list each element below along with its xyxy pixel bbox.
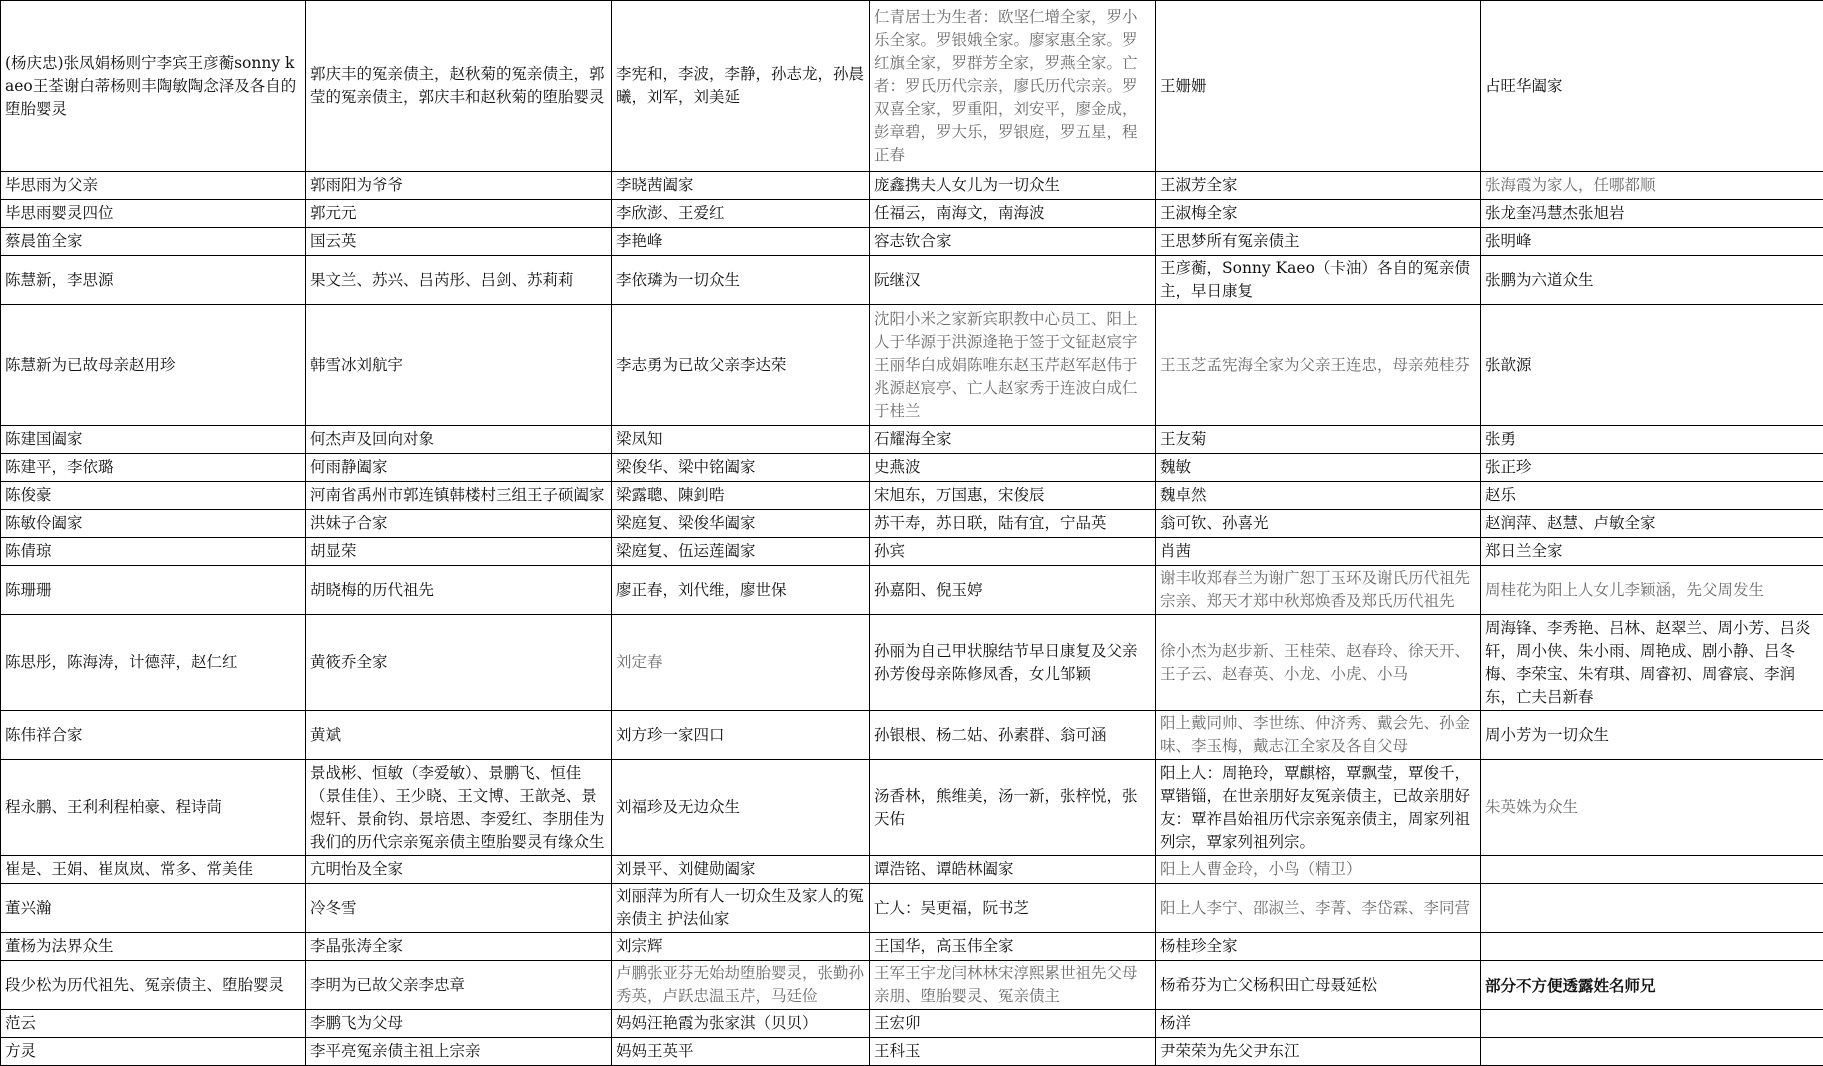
table-cell[interactable]: 何杰声及回向对象 <box>306 426 612 454</box>
table-cell[interactable]: (杨庆忠)张凤娟杨则宁李宾王彦蘅sonny kaeo王荃谢白蒂杨则丰陶敏陶念泽及各自的堕胎婴灵 <box>1 1 306 172</box>
table-row <box>1 711 1823 760</box>
table-cell[interactable] <box>1481 856 1823 884</box>
table-cell[interactable]: 亢明怡及全家 <box>306 856 612 884</box>
table-cell[interactable]: 杨希芬为亡父杨积田亡母聂延松 <box>1156 961 1481 1010</box>
table-cell[interactable]: 梁露聰、陳釗晧 <box>612 482 870 510</box>
table-cell[interactable]: 王淑芳全家 <box>1156 172 1481 200</box>
table-cell[interactable]: 王玉芝孟宪海全家为父亲王连忠，母亲苑桂芬 <box>1156 305 1481 426</box>
table-cell[interactable]: 石耀海全家 <box>870 426 1156 454</box>
table-cell[interactable]: 陈俊豪 <box>1 482 306 510</box>
table-cell[interactable]: 任福云，南海文，南海波 <box>870 200 1156 228</box>
table-row <box>1 454 1823 482</box>
table-cell[interactable]: 梁庭复、伍运莲阖家 <box>612 538 870 566</box>
table-cell[interactable]: 妈妈汪艳霞为张家淇（贝贝） <box>612 1010 870 1038</box>
table-cell[interactable]: 刘福珍及无边众生 <box>612 760 870 856</box>
table-cell[interactable]: 阳上人李宁、邵淑兰、李菁、李岱霖、李同营 <box>1156 884 1481 933</box>
table-cell[interactable]: 国云英 <box>306 228 612 256</box>
table-cell[interactable]: 梁庭复、梁俊华阖家 <box>612 510 870 538</box>
table-row <box>1 426 1823 454</box>
table-cell[interactable]: 翁可钦、孙喜光 <box>1156 510 1481 538</box>
table-cell[interactable]: 王科玉 <box>870 1038 1156 1066</box>
table-cell[interactable]: 赵乐 <box>1481 482 1823 510</box>
table-cell[interactable]: 魏敏 <box>1156 454 1481 482</box>
table-cell[interactable]: 蔡晨笛全家 <box>1 228 306 256</box>
table-cell[interactable]: 苏干寿，苏日联，陆有宜，宁品英 <box>870 510 1156 538</box>
table-cell[interactable]: 朱英姝为众生 <box>1481 760 1823 856</box>
table-cell[interactable]: 李依璘为一切众生 <box>612 256 870 305</box>
table-cell[interactable] <box>1481 884 1823 933</box>
table-cell[interactable]: 黄筱乔全家 <box>306 615 612 711</box>
table-cell[interactable]: 冷冬雪 <box>306 884 612 933</box>
table-cell[interactable]: 庞鑫携夫人女儿为一切众生 <box>870 172 1156 200</box>
table-cell[interactable]: 占旺华阖家 <box>1481 1 1823 172</box>
sheet-body <box>1 1 1823 1066</box>
table-cell[interactable]: 李明为已故父亲李忠章 <box>306 961 612 1010</box>
table-cell[interactable]: 王宏卯 <box>870 1010 1156 1038</box>
table-cell[interactable]: 仁青居士为生者：欧坚仁增全家，罗小乐全家。罗银娥全家。廖家惠全家。罗红旗全家，罗群芳全家，罗燕全家。亡者：罗氏历代宗亲，廖氏历代宗亲。罗双喜全家，罗重阳，刘安平，廖金成，彭章碧，罗大乐，罗银庭，罗五星，程正春 <box>870 1 1156 172</box>
table-cell[interactable]: 阳上人：周艳玲，覃麒榕，覃飘莹，覃俊千，覃锴锱，在世亲朋好友冤亲债主，已故亲朋好友：覃祚昌始祖历代宗亲冤亲债主，周家列祖列宗，覃家列祖列宗。 <box>1156 760 1481 856</box>
table-row <box>1 482 1823 510</box>
table-cell[interactable]: 张明峰 <box>1481 228 1823 256</box>
table-cell[interactable]: 王淑梅全家 <box>1156 200 1481 228</box>
table-cell[interactable]: 孙丽为自己甲状腺结节早日康复及父亲孙芳俊母亲陈修凤香，女儿邹颖 <box>870 615 1156 711</box>
table-cell[interactable]: 董杨为法界众生 <box>1 933 306 961</box>
table-row <box>1 1010 1823 1038</box>
table-row <box>1 510 1823 538</box>
table-cell[interactable]: 陈建国阖家 <box>1 426 306 454</box>
table-cell[interactable]: 李晶张涛全家 <box>306 933 612 961</box>
table-row <box>1 760 1823 856</box>
table-cell[interactable]: 何雨静阖家 <box>306 454 612 482</box>
table-cell[interactable]: 崔是、王娟、崔岚岚、常多、常美佳 <box>1 856 306 884</box>
table-cell[interactable]: 陈敏伶阖家 <box>1 510 306 538</box>
table-row <box>1 961 1823 1010</box>
table-cell[interactable]: 李志勇为已故父亲李达荣 <box>612 305 870 426</box>
table-cell[interactable]: 陈伟祥合家 <box>1 711 306 760</box>
table-cell[interactable]: 陈倩琼 <box>1 538 306 566</box>
table-cell[interactable]: 王友菊 <box>1156 426 1481 454</box>
table-cell[interactable] <box>1481 1038 1823 1066</box>
table-cell[interactable]: 郭庆丰的冤亲债主，赵秋菊的冤亲债主，郭莹的冤亲债主，郭庆丰和赵秋菊的堕胎婴灵 <box>306 1 612 172</box>
table-cell[interactable]: 李欣澎、王爱红 <box>612 200 870 228</box>
table-cell[interactable]: 刘定春 <box>612 615 870 711</box>
table-cell[interactable]: 李平亮冤亲债主祖上宗亲 <box>306 1038 612 1066</box>
table-row <box>1 1 1823 172</box>
table-cell[interactable]: 王军王宇龙闫林林宋淳熙累世祖先父母亲朋、堕胎婴灵、冤亲债主 <box>870 961 1156 1010</box>
table-row <box>1 172 1823 200</box>
table-cell[interactable]: 部分不方便透露姓名师兄 <box>1481 961 1823 1010</box>
table-row <box>1 256 1823 305</box>
table-cell[interactable]: 廖正春，刘代维，廖世保 <box>612 566 870 615</box>
table-cell[interactable]: 张勇 <box>1481 426 1823 454</box>
table-cell[interactable]: 徐小杰为赵步新、王桂荣、赵春玲、徐天开、王子云、赵春英、小龙、小虎、小马 <box>1156 615 1481 711</box>
table-cell[interactable]: 周桂花为阳上人女儿李颖涵，先父周发生 <box>1481 566 1823 615</box>
table-cell[interactable]: 李宪和，李波，李静，孙志龙，孙晨曦，刘军，刘美延 <box>612 1 870 172</box>
table-cell[interactable]: 陈珊珊 <box>1 566 306 615</box>
table-row <box>1 1038 1823 1066</box>
table-cell[interactable]: 董兴瀚 <box>1 884 306 933</box>
table-cell[interactable]: 王思梦所有冤亲债主 <box>1156 228 1481 256</box>
table-cell[interactable]: 张鹏为六道众生 <box>1481 256 1823 305</box>
table-cell[interactable]: 周小芳为一切众生 <box>1481 711 1823 760</box>
table-cell[interactable]: 肖茜 <box>1156 538 1481 566</box>
table-cell[interactable]: 黄斌 <box>306 711 612 760</box>
table-cell[interactable]: 周海锋、李秀艳、吕林、赵翠兰、周小芳、吕炎轩，周小侠、朱小雨、周艳成、剧小静、吕冬梅、李荣宝、朱宥琪、周睿初、周睿宸、李润东，亡夫吕新春 <box>1481 615 1823 711</box>
table-cell[interactable]: 张歆源 <box>1481 305 1823 426</box>
table-cell[interactable]: 胡晓梅的历代祖先 <box>306 566 612 615</box>
table-cell[interactable]: 程永鹏、王利利程柏豪、程诗茼 <box>1 760 306 856</box>
table-cell[interactable]: 杨洋 <box>1156 1010 1481 1038</box>
table-cell[interactable]: 毕思雨婴灵四位 <box>1 200 306 228</box>
table-cell[interactable]: 郑日兰全家 <box>1481 538 1823 566</box>
table-cell[interactable]: 李晓茜阖家 <box>612 172 870 200</box>
table-cell[interactable]: 范云 <box>1 1010 306 1038</box>
table-cell[interactable]: 胡显荣 <box>306 538 612 566</box>
table-row <box>1 933 1823 961</box>
table-cell[interactable]: 陈建平，李依璐 <box>1 454 306 482</box>
table-row <box>1 566 1823 615</box>
table-cell[interactable]: 赵润萍、赵慧、卢敏全家 <box>1481 510 1823 538</box>
table-cell[interactable]: 刘丽萍为所有人一切众生及家人的冤亲债主 护法仙家 <box>612 884 870 933</box>
table-cell[interactable]: 果文兰、苏兴、吕芮彤、吕剑、苏莉莉 <box>306 256 612 305</box>
table-cell[interactable]: 景战彬、恒敏（李爱敏）、景鹏飞、恒佳（景佳佳）、王少晓、王文博、王歆尧、景煜轩、景俞钧、景培恩、李爱红、李朋佳为我们的历代宗亲冤亲债主堕胎婴灵有缘众生 <box>306 760 612 856</box>
table-cell[interactable]: 张海霞为家人，任哪都顺 <box>1481 172 1823 200</box>
table-row <box>1 200 1823 228</box>
table-cell[interactable]: 洪妹子合家 <box>306 510 612 538</box>
table-cell[interactable]: 陈慧新，李思源 <box>1 256 306 305</box>
table-cell[interactable] <box>1481 933 1823 961</box>
table-cell[interactable]: 梁凤知 <box>612 426 870 454</box>
table-cell[interactable]: 刘宗辉 <box>612 933 870 961</box>
table-cell[interactable]: 阮继汉 <box>870 256 1156 305</box>
table-cell[interactable]: 刘景平、刘健勋阖家 <box>612 856 870 884</box>
table-row <box>1 884 1823 933</box>
table-row <box>1 615 1823 711</box>
table-cell[interactable]: 杨桂珍全家 <box>1156 933 1481 961</box>
table-cell[interactable]: 李鹏飞为父母 <box>306 1010 612 1038</box>
table-cell[interactable]: 谢丰收郑春兰为谢广恕丁玉环及谢氏历代祖先宗亲、郑天才郑中秋郑焕香及郑氏历代祖先 <box>1156 566 1481 615</box>
table-cell[interactable]: 沈阳小米之家新宾职教中心员工、阳上人于华源于洪源逄艳于签于文钲赵宸宇王丽华白成娟陈唯东赵玉芹赵军赵伟于兆源赵宸亭、亡人赵家秀于连波白成仁于桂兰 <box>870 305 1156 426</box>
table-cell[interactable]: 梁俊华、梁中铭阖家 <box>612 454 870 482</box>
table-cell[interactable]: 阳上戴同帅、李世练、仲济秀、戴会先、孙金味、李玉梅，戴志江全家及各自父母 <box>1156 711 1481 760</box>
table-cell[interactable]: 阳上人曹金玲，小鸟（精卫） <box>1156 856 1481 884</box>
table-cell[interactable]: 容志钦合家 <box>870 228 1156 256</box>
table-cell[interactable]: 李艳峰 <box>612 228 870 256</box>
table-cell[interactable]: 陈慧新为已故母亲赵用珍 <box>1 305 306 426</box>
table-cell[interactable]: 谭浩铭、谭皓林阖家 <box>870 856 1156 884</box>
table-cell[interactable]: 段少松为历代祖先、冤亲债主、堕胎婴灵 <box>1 961 306 1010</box>
table-cell[interactable]: 张龙奎冯慧杰张旭岩 <box>1481 200 1823 228</box>
table-cell[interactable]: 尹荣荣为先父尹东江 <box>1156 1038 1481 1066</box>
table-cell[interactable]: 史燕波 <box>870 454 1156 482</box>
table-cell[interactable]: 毕思雨为父亲 <box>1 172 306 200</box>
table-cell[interactable] <box>1481 1010 1823 1038</box>
table-cell[interactable]: 韩雪冰刘航宇 <box>306 305 612 426</box>
table-cell[interactable]: 河南省禹州市郭连镇韩楼村三组王子硕阖家 <box>306 482 612 510</box>
table-cell[interactable]: 孙银根、杨二姑、孙素群、翁可涵 <box>870 711 1156 760</box>
table-cell[interactable]: 王国华，高玉伟全家 <box>870 933 1156 961</box>
table-cell[interactable]: 汤香林，熊维美，汤一新，张梓悦，张天佑 <box>870 760 1156 856</box>
table-cell[interactable]: 郭雨阳为爷爷 <box>306 172 612 200</box>
table-cell[interactable]: 魏卓然 <box>1156 482 1481 510</box>
table-cell[interactable]: 刘方珍一家四口 <box>612 711 870 760</box>
table-cell[interactable]: 王彦蘅，Sonny Kaeo（卡油）各自的冤亲债主，早日康复 <box>1156 256 1481 305</box>
table-cell[interactable]: 妈妈王英平 <box>612 1038 870 1066</box>
table-cell[interactable]: 卢鹏张亚芬无始劫堕胎婴灵，张勤孙秀英，卢跃忠温玉芹，马廷俭 <box>612 961 870 1010</box>
table-cell[interactable]: 亡人：吴更福，阮书芝 <box>870 884 1156 933</box>
table-cell[interactable]: 郭元元 <box>306 200 612 228</box>
table-row <box>1 305 1823 426</box>
table-cell[interactable]: 孙宾 <box>870 538 1156 566</box>
table-row <box>1 228 1823 256</box>
table-row <box>1 856 1823 884</box>
table-row <box>1 538 1823 566</box>
table-cell[interactable]: 王姗姗 <box>1156 1 1481 172</box>
table-cell[interactable]: 方灵 <box>1 1038 306 1066</box>
table-cell[interactable]: 张正珍 <box>1481 454 1823 482</box>
table-cell[interactable]: 陈思彤，陈海涛，计德萍，赵仁红 <box>1 615 306 711</box>
table-cell[interactable]: 宋旭东，万国惠，宋俊辰 <box>870 482 1156 510</box>
table-cell[interactable]: 孙嘉阳、倪玉婷 <box>870 566 1156 615</box>
